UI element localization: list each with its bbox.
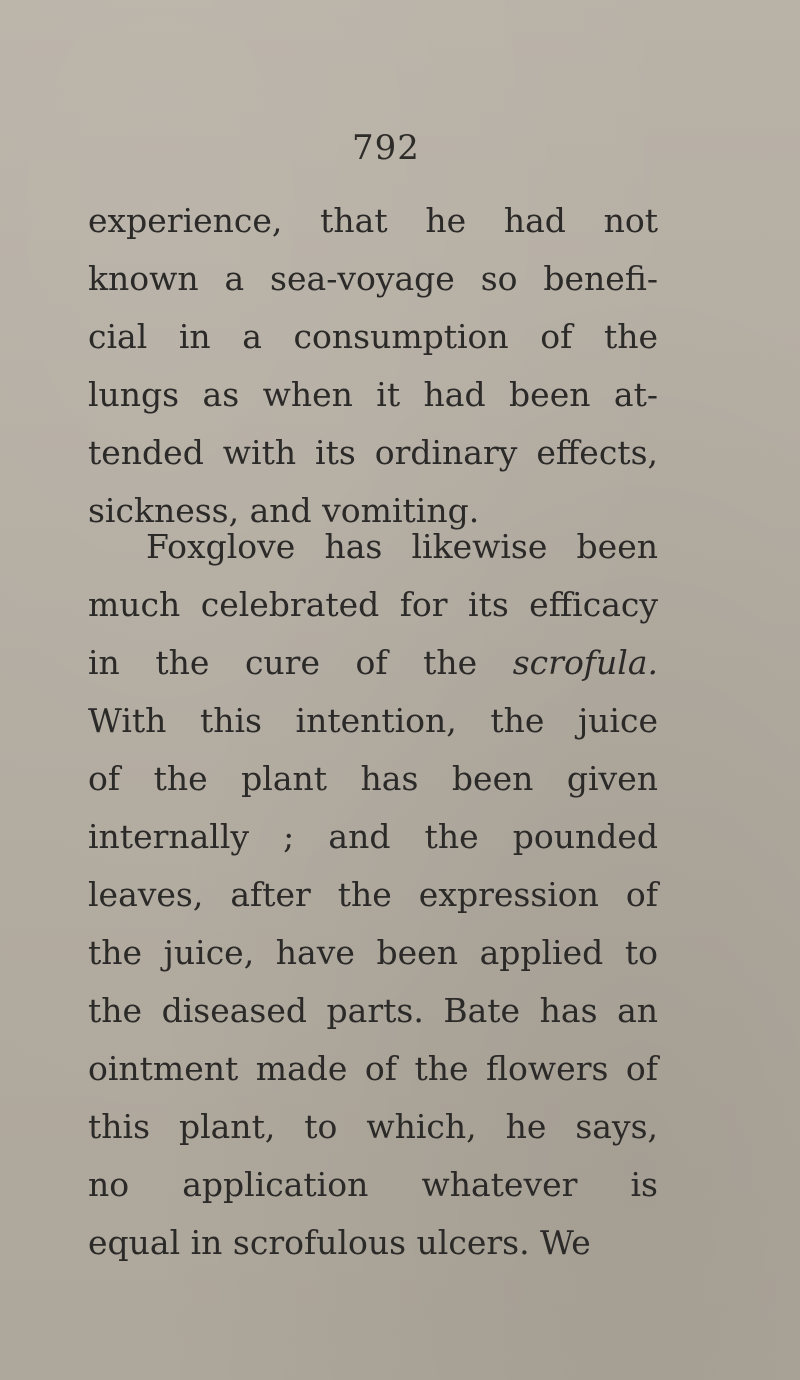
text-line-with-italic: in the cure of the scrofula. — [88, 643, 658, 682]
text-line: known a sea-voyage so benefi- — [88, 259, 658, 298]
text-line: much celebrated for its efficacy — [88, 585, 658, 624]
text-line: leaves, after the expression of — [88, 875, 658, 914]
italic-word: scrofula. — [512, 643, 658, 682]
text-line: cial in a consumption of the — [88, 317, 658, 356]
paragraph-1 — [88, 192, 658, 540]
text-line: equal in scrofulous ulcers. We — [88, 1223, 591, 1262]
text-line: of the plant has been given — [88, 759, 658, 798]
text-line: this plant, to which, he says, — [88, 1107, 658, 1146]
text-line: lungs as when it had been at- — [88, 375, 658, 414]
text-line: the diseased parts. Bate has an — [88, 991, 658, 1030]
text-line: the juice, have been applied to — [88, 933, 658, 972]
text-line: tended with its ordinary effects, — [88, 433, 658, 472]
text-line: ointment made of the flowers of — [88, 1049, 658, 1088]
text-line: sickness, and vomiting. — [88, 491, 480, 530]
text-line: Foxglove has likewise been — [146, 527, 658, 566]
text-line: With this intention, the juice — [88, 701, 658, 740]
page-number: 792 — [352, 128, 420, 168]
text-line: experience, that he had not — [88, 201, 658, 240]
text-line: internally ; and the pounded — [88, 817, 658, 856]
text-line: no application whatever is — [88, 1165, 658, 1204]
paragraph-2 — [88, 518, 658, 1272]
